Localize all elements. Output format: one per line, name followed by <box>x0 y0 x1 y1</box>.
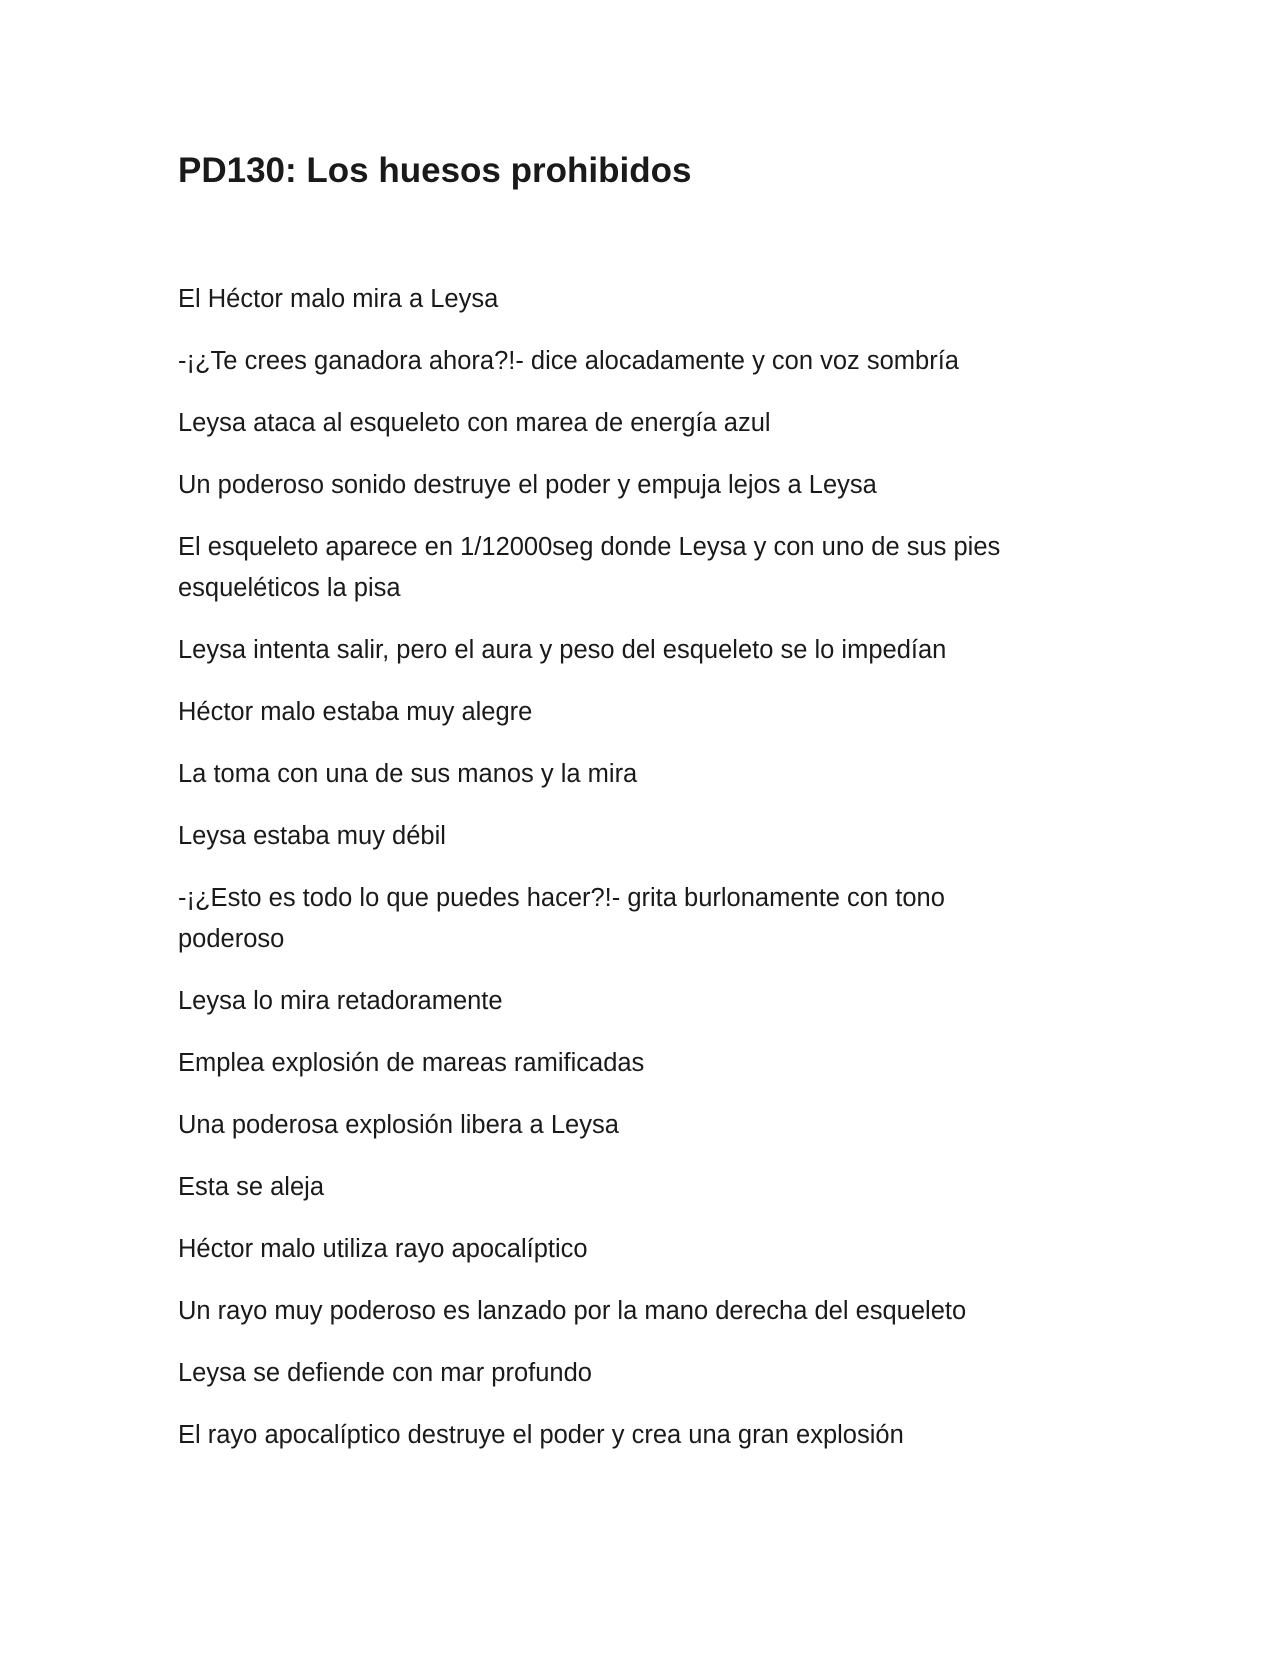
paragraph: Un rayo muy poderoso es lanzado por la mano derecha del esqueleto <box>178 1297 967 1325</box>
paragraph: Esta se aleja <box>178 1173 325 1201</box>
paragraph: Héctor malo utiliza rayo apocalíptico <box>178 1235 588 1263</box>
paragraph: Una poderosa explosión libera a Leysa <box>178 1111 619 1139</box>
paragraph: Leysa ataca al esqueleto con marea de energía azul <box>178 409 771 437</box>
paragraph: Leysa se defiende con mar profundo <box>178 1359 592 1387</box>
paragraph: Leysa intenta salir, pero el aura y peso del esqueleto se lo impedían <box>178 636 947 664</box>
paragraph: Leysa estaba muy débil <box>178 822 446 850</box>
paragraph: El rayo apocalíptico destruye el poder y crea una gran explosión <box>178 1421 904 1449</box>
paragraph: Héctor malo estaba muy alegre <box>178 698 533 726</box>
paragraph: El esqueleto aparece en 1/12000seg donde Leysa y con uno de sus pies esqueléticos la pisa <box>178 533 1001 602</box>
paragraph-list <box>178 279 1058 1456</box>
document-body <box>178 150 1058 1477</box>
paragraph: La toma con una de sus manos y la mira <box>178 760 638 788</box>
paragraph: Un poderoso sonido destruye el poder y empuja lejos a Leysa <box>178 471 877 499</box>
document-title: PD130: Los huesos prohibidos <box>178 151 692 190</box>
paragraph: -¡¿Te crees ganadora ahora?!- dice alocadamente y con voz sombría <box>178 347 959 375</box>
paragraph: Emplea explosión de mareas ramificadas <box>178 1049 645 1077</box>
paragraph: -¡¿Esto es todo lo que puedes hacer?!- grita burlonamente con tono poderoso <box>178 884 945 953</box>
paragraph: Leysa lo mira retadoramente <box>178 987 503 1015</box>
paragraph: El Héctor malo mira a Leysa <box>178 285 499 313</box>
